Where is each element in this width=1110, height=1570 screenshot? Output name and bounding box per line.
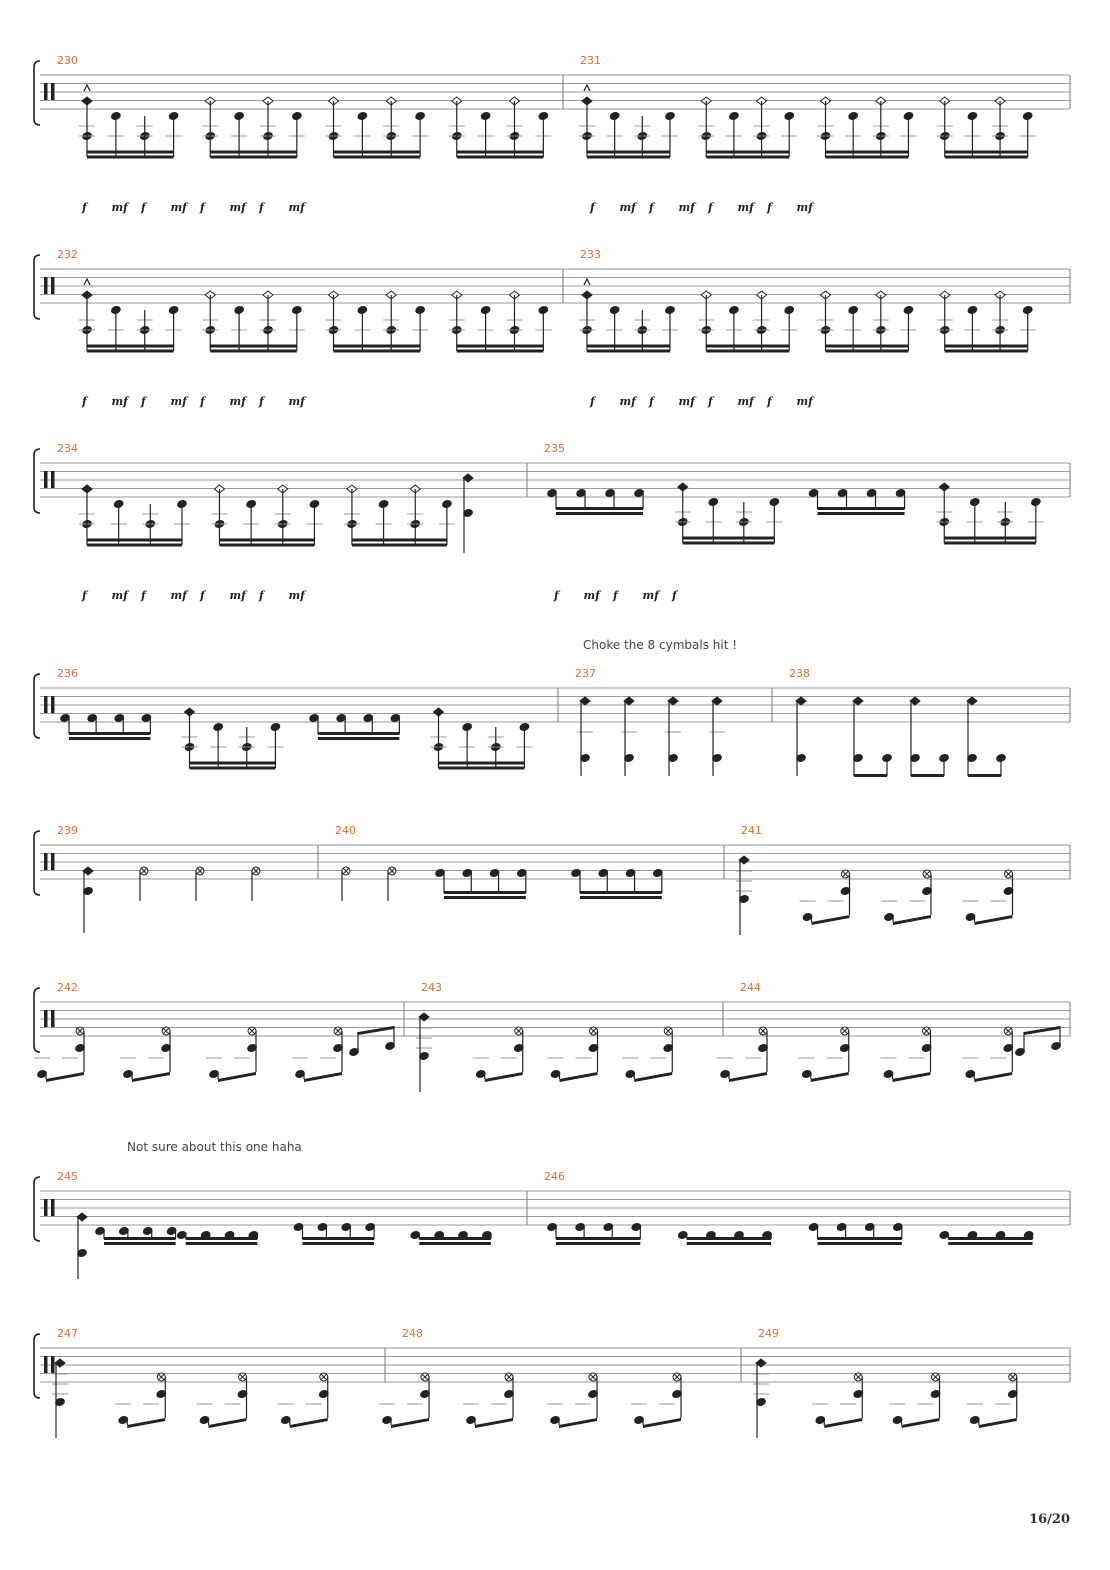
dynamic-marking: mf	[796, 395, 813, 408]
accent-mark	[584, 85, 590, 91]
measure	[34, 981, 395, 1082]
note-beam	[587, 345, 670, 348]
dynamic-marking: mf	[229, 589, 246, 602]
percussion-clef	[51, 1199, 55, 1216]
note-beam	[218, 1072, 256, 1082]
note-beam	[210, 345, 297, 348]
note-beam	[132, 1072, 170, 1082]
note-beam	[811, 1072, 849, 1082]
staff-system	[34, 54, 1070, 214]
measure	[579, 248, 1036, 353]
note-beam	[87, 345, 174, 348]
note-beam	[475, 1418, 513, 1428]
measure-number: 241	[741, 824, 762, 837]
note-beam	[352, 539, 447, 542]
dynamic-marking: mf	[678, 395, 695, 408]
measure-number: 245	[57, 1170, 78, 1183]
note-beam	[46, 1072, 84, 1082]
percussion-clef	[44, 1356, 48, 1373]
note-beam	[318, 732, 399, 735]
note-beam	[210, 151, 297, 154]
note-beam	[186, 1242, 258, 1245]
note-beam	[419, 1237, 491, 1240]
note-beam	[826, 151, 909, 154]
measure	[57, 667, 532, 770]
percussion-clef	[51, 1010, 55, 1027]
dynamic-marking: mf	[170, 395, 187, 408]
measure-number: 232	[57, 248, 78, 261]
dynamic-marking: mf	[737, 201, 754, 214]
note-beam	[968, 774, 1001, 777]
percussion-clef	[44, 853, 48, 870]
dynamic-marking: mf	[619, 395, 636, 408]
note-beam	[818, 1242, 902, 1245]
dynamic-marking: f	[613, 589, 618, 602]
note-beam	[439, 767, 525, 770]
measure-number: 243	[421, 981, 442, 994]
dynamic-marking: mf	[583, 589, 600, 602]
note-beam	[944, 537, 1036, 540]
dynamic-marking: f	[82, 201, 87, 214]
staff-system	[34, 1140, 1070, 1279]
dynamic-marking: mf	[229, 201, 246, 214]
note-beam	[683, 542, 775, 545]
staff-system	[34, 1327, 1070, 1438]
dynamic-marking: f	[141, 201, 146, 214]
system-bracket	[34, 255, 40, 319]
note-beam	[190, 762, 276, 765]
note-beam	[210, 156, 297, 159]
note-beam	[127, 1418, 165, 1428]
note-beam	[209, 1418, 247, 1428]
system-bracket	[34, 674, 40, 738]
measure-number: 247	[57, 1327, 78, 1340]
note-beam	[556, 512, 643, 515]
note-beam	[979, 1418, 1017, 1428]
staff-system	[34, 248, 1070, 408]
note-beam	[87, 544, 182, 547]
dynamic-marking: f	[708, 395, 713, 408]
dynamic-marking: f	[141, 395, 146, 408]
percussion-clef	[51, 1356, 55, 1373]
note-beam	[587, 156, 670, 159]
accent-mark	[84, 85, 90, 91]
measure-number: 238	[789, 667, 810, 680]
note-beam	[303, 1242, 375, 1245]
dynamic-marking: mf	[111, 395, 128, 408]
note-beam	[69, 737, 150, 740]
note-beam	[587, 350, 670, 353]
measure-number: 234	[57, 442, 78, 455]
note-beam	[559, 1418, 597, 1428]
note-beam	[945, 156, 1028, 159]
note-beam	[190, 767, 276, 770]
note-beam	[104, 1242, 176, 1245]
percussion-clef	[51, 277, 55, 294]
note-beam	[818, 507, 905, 510]
dynamic-marking: f	[82, 589, 87, 602]
note-beam	[485, 1072, 523, 1082]
note-beam	[643, 1418, 681, 1428]
accent-mark	[584, 279, 590, 285]
note-beam	[729, 1072, 767, 1082]
performance-note: Not sure about this one haha	[127, 1140, 302, 1154]
note-beam	[556, 507, 643, 510]
system-bracket	[34, 1334, 40, 1398]
measure	[579, 54, 1036, 159]
note-beam	[580, 891, 662, 894]
note-beam	[706, 156, 789, 159]
note-beam	[219, 539, 314, 542]
note-beam	[457, 156, 544, 159]
measure-number: 239	[57, 824, 78, 837]
note-beam	[318, 737, 399, 740]
system-bracket	[34, 449, 40, 513]
note-beam	[87, 151, 174, 154]
note-beam	[556, 1237, 640, 1240]
percussion-clef	[44, 696, 48, 713]
note-beam	[580, 896, 662, 899]
note-beam	[945, 345, 1028, 348]
staff-system	[34, 442, 1070, 602]
measure-number: 249	[758, 1327, 779, 1340]
dynamic-marking: mf	[642, 589, 659, 602]
dynamic-marking: mf	[288, 395, 305, 408]
measure	[544, 442, 1044, 545]
note-beam	[911, 774, 944, 777]
note-beam	[69, 732, 150, 735]
note-beam	[948, 1237, 1032, 1240]
measure-number: 235	[544, 442, 565, 455]
note-beam	[219, 544, 314, 547]
note-beam	[444, 896, 526, 899]
measure-number: 230	[57, 54, 78, 67]
dynamic-marking: f	[82, 395, 87, 408]
note-beam	[902, 1418, 940, 1428]
page-number: 16/20	[1029, 1512, 1070, 1527]
note-beam	[893, 915, 931, 925]
measure	[717, 981, 1061, 1082]
dynamic-marking: mf	[619, 201, 636, 214]
note-beam	[290, 1418, 328, 1428]
note-beam	[104, 1237, 176, 1240]
note-beam	[419, 1242, 491, 1245]
dynamic-marking: mf	[170, 589, 187, 602]
dynamic-marking: mf	[229, 395, 246, 408]
dynamic-marking: f	[200, 589, 205, 602]
dynamic-marking: mf	[111, 589, 128, 602]
dynamic-marking: mf	[170, 201, 187, 214]
note-beam	[210, 350, 297, 353]
note-beam	[457, 151, 544, 154]
note-beam	[634, 1072, 672, 1082]
note-beam	[826, 345, 909, 348]
dynamic-marking: mf	[737, 395, 754, 408]
note-beam	[975, 915, 1013, 925]
measure-number: 248	[402, 1327, 423, 1340]
measure-number: 240	[335, 824, 356, 837]
accent-mark	[84, 279, 90, 285]
note-beam	[687, 1242, 771, 1245]
measure-number: 233	[580, 248, 601, 261]
percussion-clef	[51, 83, 55, 100]
dynamic-marking: f	[590, 201, 595, 214]
measure	[57, 54, 551, 159]
dynamic-marking: f	[259, 589, 264, 602]
note-beam	[826, 350, 909, 353]
percussion-clef	[44, 1010, 48, 1027]
dynamic-marking: mf	[111, 201, 128, 214]
note-beam	[334, 151, 421, 154]
note-beam	[444, 891, 526, 894]
note-beam	[457, 350, 544, 353]
dynamic-marking: f	[259, 201, 264, 214]
note-beam	[687, 1237, 771, 1240]
measure-number: 237	[575, 667, 596, 680]
note-beam	[893, 1072, 931, 1082]
note-beam	[706, 151, 789, 154]
system-bracket	[34, 61, 40, 125]
note-beam	[87, 350, 174, 353]
note-beam	[303, 1237, 375, 1240]
staff-system	[34, 824, 1070, 935]
dynamic-marking: mf	[796, 201, 813, 214]
note-beam	[818, 512, 905, 515]
dynamic-marking: f	[259, 395, 264, 408]
dynamic-marking: mf	[288, 589, 305, 602]
dynamic-marking: f	[767, 395, 772, 408]
note-beam	[826, 156, 909, 159]
note-beam	[457, 345, 544, 348]
note-beam	[948, 1242, 1032, 1245]
dynamic-marking: f	[590, 395, 595, 408]
measure	[379, 1327, 682, 1428]
measure-number: 242	[57, 981, 78, 994]
dynamic-marking: f	[554, 589, 559, 602]
note-beam	[87, 539, 182, 542]
measure-number: 236	[57, 667, 78, 680]
note-beam	[974, 1072, 1012, 1082]
dynamic-marking: f	[141, 589, 146, 602]
note-beam	[945, 151, 1028, 154]
dynamic-marking: mf	[678, 201, 695, 214]
staff-system	[34, 638, 1070, 777]
note-beam	[439, 762, 525, 765]
percussion-clef	[44, 83, 48, 100]
performance-note: Choke the 8 cymbals hit !	[583, 638, 738, 652]
note-beam	[812, 915, 850, 925]
system-bracket	[34, 1177, 40, 1241]
measure-number: 244	[740, 981, 761, 994]
note-beam	[560, 1072, 598, 1082]
note-beam	[186, 1237, 258, 1240]
note-beam	[824, 1418, 862, 1428]
note-beam	[304, 1072, 342, 1082]
staff-system	[34, 981, 1070, 1092]
note-beam	[683, 537, 775, 540]
note-beam	[334, 156, 421, 159]
note-beam	[706, 345, 789, 348]
percussion-clef	[44, 1199, 48, 1216]
system-bracket	[34, 831, 40, 895]
note-beam	[334, 350, 421, 353]
dynamic-marking: f	[767, 201, 772, 214]
dynamic-marking: f	[649, 395, 654, 408]
dynamic-marking: mf	[288, 201, 305, 214]
note-beam	[854, 774, 887, 777]
note-beam	[391, 1418, 429, 1428]
percussion-clef	[51, 853, 55, 870]
system-bracket	[34, 988, 40, 1052]
note-beam	[87, 156, 174, 159]
measure	[57, 248, 551, 353]
dynamic-marking: f	[672, 589, 677, 602]
note-beam	[944, 542, 1036, 545]
note-beam	[587, 151, 670, 154]
percussion-clef	[44, 471, 48, 488]
note-beam	[706, 350, 789, 353]
percussion-clef	[44, 277, 48, 294]
measure-number: 246	[544, 1170, 565, 1183]
dynamic-marking: f	[200, 395, 205, 408]
note-beam	[352, 544, 447, 547]
dynamic-marking: f	[649, 201, 654, 214]
note-beam	[556, 1242, 640, 1245]
note-beam	[945, 350, 1028, 353]
note-beam	[334, 345, 421, 348]
percussion-clef	[51, 471, 55, 488]
dynamic-marking: f	[708, 201, 713, 214]
percussion-clef	[51, 696, 55, 713]
dynamic-marking: f	[200, 201, 205, 214]
measure-number: 231	[580, 54, 601, 67]
note-beam	[818, 1237, 902, 1240]
